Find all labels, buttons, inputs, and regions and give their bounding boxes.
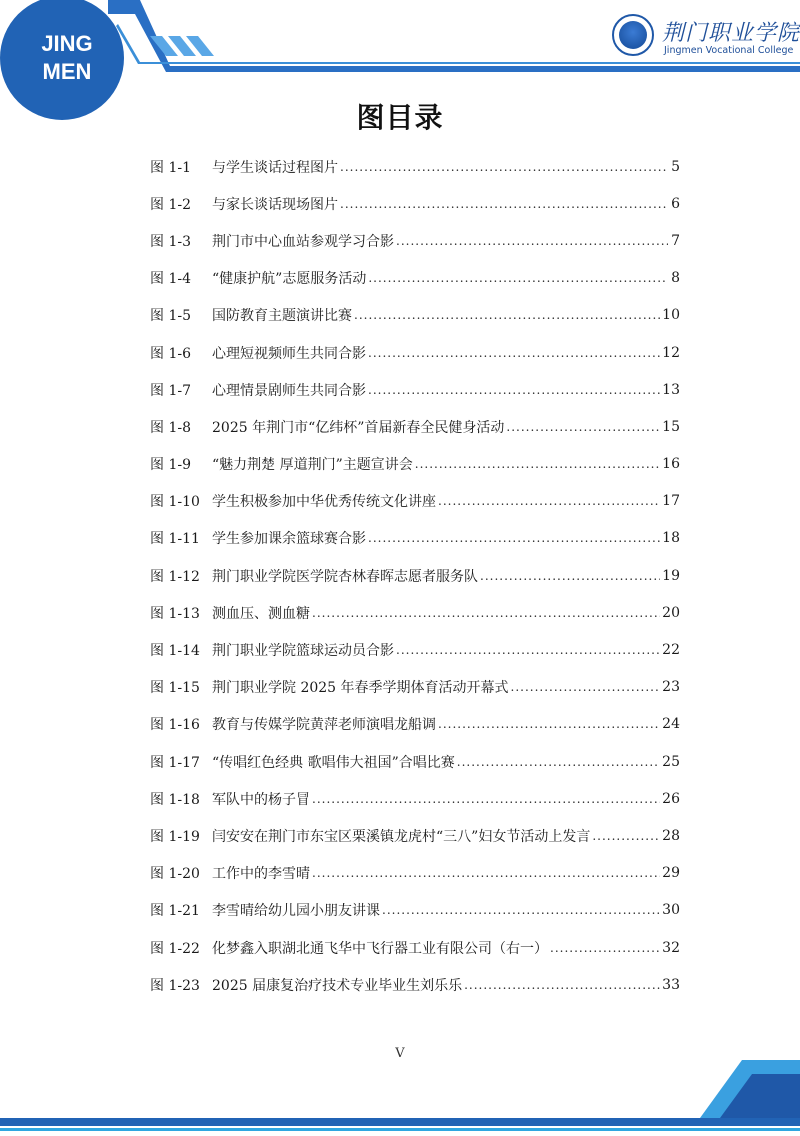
toc-entry[interactable]: [150, 260, 680, 297]
figure-label: 图 1-6: [150, 345, 191, 362]
page-ref: 6: [671, 195, 680, 212]
dot-leader: [340, 160, 668, 174]
toc-entry[interactable]: [150, 148, 680, 185]
school-name-en: Jingmen Vocational College: [664, 45, 794, 56]
page-ref: 12: [662, 344, 680, 361]
figure-title: 心理情景剧师生共同合影: [212, 382, 366, 399]
figure-label: 图 1-14: [150, 643, 200, 660]
figure-list: [150, 148, 680, 1003]
dot-leader: [480, 569, 660, 583]
figure-label: 图 1-12: [150, 568, 200, 585]
school-emblem-icon: [612, 14, 654, 56]
toc-entry[interactable]: [150, 520, 680, 557]
toc-entry[interactable]: [150, 371, 680, 408]
figure-title: 学生积极参加中华优秀传统文化讲座: [212, 494, 436, 511]
figure-title: 闫安安在荆门市东宝区栗溪镇龙虎村“三八”妇女节活动上发言: [212, 828, 591, 845]
figure-label: 图 1-18: [150, 791, 200, 808]
dot-leader: [340, 197, 668, 211]
figure-label: 图 1-13: [150, 605, 200, 622]
page-ref: 10: [662, 307, 680, 324]
figure-title: 测血压、测血糖: [212, 605, 310, 622]
toc-entry[interactable]: [150, 557, 680, 594]
figure-label: 图 1-4: [150, 271, 191, 288]
toc-entry[interactable]: [150, 966, 680, 1003]
figure-label: 图 1-11: [150, 531, 200, 548]
figure-label: 图 1-10: [150, 494, 200, 511]
logo-line-2: MEN: [42, 59, 92, 84]
figure-label: 图 1-19: [150, 828, 200, 845]
page-ref: 29: [662, 865, 680, 882]
toc-entry[interactable]: [150, 892, 680, 929]
dot-leader: [354, 308, 660, 322]
dot-leader: [438, 494, 660, 508]
dot-leader: [396, 643, 660, 657]
figure-title: “传唱红色经典 歌唱伟大祖国”合唱比赛: [212, 754, 455, 771]
toc-entry[interactable]: [150, 408, 680, 445]
figure-title: 心理短视频师生共同合影: [212, 345, 366, 362]
dot-leader: [592, 829, 660, 843]
page-ref: 25: [662, 753, 680, 770]
page-ref: 16: [662, 456, 680, 473]
figure-title: 荆门职业学院篮球运动员合影: [212, 643, 394, 660]
dot-leader: [511, 680, 661, 694]
figure-label: 图 1-2: [150, 196, 191, 213]
page-ref: 22: [662, 642, 680, 659]
page-ref: 32: [662, 939, 680, 956]
figure-title: “魅力荆楚 厚道荆门”主题宣讲会: [212, 457, 413, 474]
toc-entry[interactable]: [150, 855, 680, 892]
toc-entry[interactable]: [150, 817, 680, 854]
dot-leader: [415, 457, 660, 471]
dot-leader: [396, 234, 668, 248]
toc-entry[interactable]: [150, 483, 680, 520]
logo-line-1: JING: [41, 31, 93, 56]
page-ref: 5: [671, 158, 680, 175]
dot-leader: [457, 755, 660, 769]
page-title: 图目录: [356, 101, 444, 134]
page-ref: 26: [662, 790, 680, 807]
page-ref: 20: [662, 604, 680, 621]
page-ref: 18: [662, 530, 680, 547]
figure-label: 图 1-16: [150, 717, 200, 734]
page-ref: 7: [671, 232, 680, 249]
figure-label: 图 1-15: [150, 680, 200, 697]
figure-title: 学生参加课余篮球赛合影: [212, 531, 366, 548]
figure-title: 荆门职业学院医学院杏林春晖志愿者服务队: [212, 568, 478, 585]
school-logo: [612, 14, 800, 64]
figure-label: 图 1-8: [150, 419, 191, 436]
page-ref: 19: [662, 567, 680, 584]
toc-entry[interactable]: [150, 743, 680, 780]
dot-leader: [550, 941, 660, 955]
dot-leader: [312, 606, 660, 620]
figure-label: 图 1-1: [150, 159, 191, 176]
figure-label: 图 1-20: [150, 866, 200, 883]
figure-title: 国防教育主题演讲比赛: [212, 308, 352, 325]
toc-entry[interactable]: [150, 929, 680, 966]
figure-title: 荆门职业学院 2025 年春季学期体育活动开幕式: [212, 680, 509, 697]
dot-leader: [382, 903, 660, 917]
page-ref: 24: [662, 716, 680, 733]
figure-title: 化梦鑫入职湖北通飞华中飞行器工业有限公司（右一）: [212, 940, 548, 957]
page-ref: 28: [662, 827, 680, 844]
page-ref: 33: [662, 976, 680, 993]
dot-leader: [368, 346, 660, 360]
toc-entry[interactable]: [150, 185, 680, 222]
figure-label: 图 1-9: [150, 457, 191, 474]
toc-entry[interactable]: [150, 334, 680, 371]
dot-leader: [368, 383, 660, 397]
dot-leader: [312, 866, 660, 880]
toc-entry[interactable]: [150, 780, 680, 817]
page-ref: 17: [662, 493, 680, 510]
figure-title: 与学生谈话过程图片: [212, 159, 338, 176]
figure-title: 2025 年荆门市“亿纬杯”首届新春全民健身活动: [212, 419, 505, 436]
figure-label: 图 1-5: [150, 308, 191, 325]
page-number: V: [395, 1046, 405, 1061]
toc-entry[interactable]: [150, 446, 680, 483]
figure-title: 与家长谈话现场图片: [212, 196, 338, 213]
school-name-cn: 荆门职业学院: [662, 21, 800, 46]
dot-leader: [438, 717, 660, 731]
toc-entry[interactable]: [150, 594, 680, 631]
footer-stripe: [0, 1118, 800, 1126]
figure-label: 图 1-17: [150, 754, 200, 771]
figure-label: 图 1-22: [150, 940, 200, 957]
jingmen-logo: [22, 30, 112, 86]
figure-label: 图 1-3: [150, 233, 191, 250]
figure-title: 教育与传媒学院黄萍老师演唱龙船调: [212, 717, 436, 734]
page-ref: 8: [671, 270, 680, 287]
page-ref: 13: [662, 381, 680, 398]
figure-title: 荆门市中心血站参观学习合影: [212, 233, 394, 250]
toc-entry[interactable]: [150, 669, 680, 706]
figure-title: “健康护航”志愿服务活动: [212, 271, 367, 288]
toc-entry[interactable]: [150, 631, 680, 668]
toc-entry[interactable]: [150, 222, 680, 259]
dot-leader: [368, 271, 668, 285]
dot-leader: [464, 978, 660, 992]
figure-title: 军队中的杨子冒: [212, 791, 310, 808]
figure-label: 图 1-7: [150, 382, 191, 399]
toc-entry[interactable]: [150, 297, 680, 334]
toc-entry[interactable]: [150, 706, 680, 743]
dot-leader: [368, 531, 660, 545]
dot-leader: [312, 792, 660, 806]
figure-title: 工作中的李雪晴: [212, 866, 310, 883]
page-ref: 23: [662, 679, 680, 696]
dot-leader: [506, 420, 660, 434]
figure-title: 李雪晴给幼儿园小朋友讲课: [212, 903, 380, 920]
figure-label: 图 1-21: [150, 903, 200, 920]
page-ref: 30: [662, 902, 680, 919]
figure-title: 2025 届康复治疗技术专业毕业生刘乐乐: [212, 977, 463, 994]
page-ref: 15: [662, 418, 680, 435]
figure-label: 图 1-23: [150, 977, 200, 994]
